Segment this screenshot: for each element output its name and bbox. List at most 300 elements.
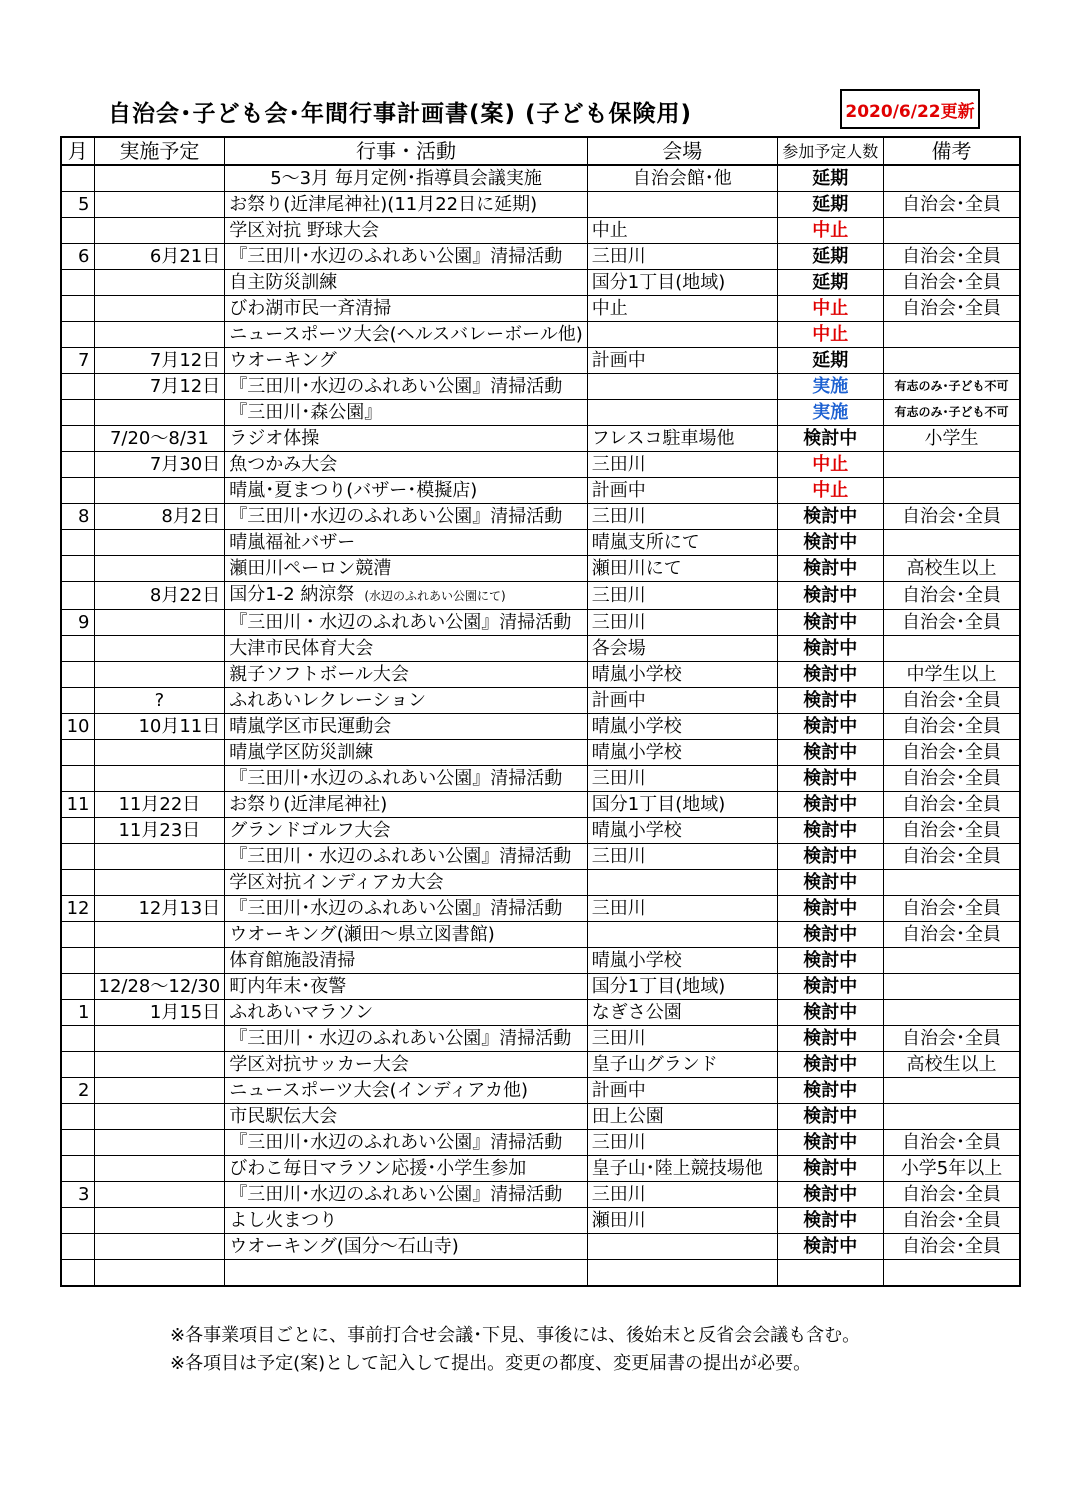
event-cell: ウオーキング(国分～石山寺) [225,1234,588,1260]
remarks-cell: 自治会･全員 [883,896,1020,922]
status-cell: 検討中 [777,688,883,714]
event-cell: 学区対抗 野球大会 [225,218,588,244]
venue-cell [587,400,777,426]
remarks-cell: 小学生 [883,426,1020,452]
date-cell [94,192,225,218]
remarks-cell: 自治会･全員 [883,1026,1020,1052]
event-cell: 『三田川･水辺のふれあい公園』清掃活動 [225,244,588,270]
remarks-cell: 高校生以上 [883,1052,1020,1078]
status-cell: 検討中 [777,922,883,948]
status-cell: 延期 [777,244,883,270]
status-cell: 検討中 [777,766,883,792]
month-cell [61,1260,94,1287]
event-cell: ラジオ体操 [225,426,588,452]
event-cell: 晴嵐･夏まつり(バザー･模擬店) [225,478,588,504]
date-cell: 7月12日 [94,348,225,374]
venue-cell [587,1234,777,1260]
table-row [61,818,1020,844]
status-cell: 検討中 [777,1078,883,1104]
table-row [61,948,1020,974]
status-cell: 検討中 [777,1182,883,1208]
date-cell [94,270,225,296]
date-cell [94,296,225,322]
venue-cell [587,374,777,400]
date-cell [94,870,225,896]
event-cell: 『三田川･水辺のふれあい公園』清掃活動 [225,504,588,530]
month-cell [61,1104,94,1130]
event-cell: ウオーキング(瀬田～県立図書館) [225,922,588,948]
remarks-cell [883,870,1020,896]
remarks-cell [883,218,1020,244]
month-cell: 7 [61,348,94,374]
month-cell [61,1156,94,1182]
status-cell: 検討中 [777,1052,883,1078]
date-cell [94,530,225,556]
date-cell [94,1078,225,1104]
table-row [61,165,1020,192]
event-cell: 市民駅伝大会 [225,1104,588,1130]
month-cell: 12 [61,896,94,922]
table-row [61,218,1020,244]
status-cell: 検討中 [777,896,883,922]
venue-cell: 三田川 [587,896,777,922]
date-cell [94,1234,225,1260]
event-note: (水辺のふれあい公園にて) [364,589,506,603]
status-cell: 検討中 [777,610,883,636]
event-cell: びわこ毎日マラソン応援･小学生参加 [225,1156,588,1182]
status-cell: 検討中 [777,1026,883,1052]
remarks-cell: 自治会･全員 [883,688,1020,714]
event-cell: 晴嵐福祉バザー [225,530,588,556]
venue-cell [587,870,777,896]
remarks-cell [883,974,1020,1000]
table-row [61,1026,1020,1052]
date-cell [94,1208,225,1234]
month-cell [61,322,94,348]
venue-cell: フレスコ駐車場他 [587,426,777,452]
status-cell: 延期 [777,192,883,218]
remarks-cell: 自治会･全員 [883,792,1020,818]
status-cell: 検討中 [777,1208,883,1234]
remarks-cell [883,636,1020,662]
date-cell [94,1052,225,1078]
status-cell: 検討中 [777,1156,883,1182]
event-cell: 『三田川･水辺のふれあい公園』清掃活動 [225,766,588,792]
remarks-cell: 自治会･全員 [883,296,1020,322]
month-cell [61,400,94,426]
venue-cell: 三田川 [587,1182,777,1208]
status-cell: 中止 [777,452,883,478]
event-cell: 町内年末･夜警 [225,974,588,1000]
table-row [61,714,1020,740]
event-plan-table [60,136,1021,1287]
venue-cell: 三田川 [587,582,777,610]
date-cell: ? [94,688,225,714]
date-cell [94,165,225,192]
footnote-2: ※各項目は予定(案)として記入して提出。変更の都度、変更届書の提出が必要。 [170,1353,812,1374]
date-cell [94,1026,225,1052]
venue-cell: 各会場 [587,636,777,662]
month-cell [61,530,94,556]
event-cell: 学区対抗インディアカ大会 [225,870,588,896]
status-cell: 検討中 [777,844,883,870]
remarks-cell: 自治会･全員 [883,1208,1020,1234]
month-cell [61,1130,94,1156]
venue-cell: 三田川 [587,1130,777,1156]
remarks-cell: 自治会･全員 [883,818,1020,844]
date-cell [94,1182,225,1208]
table-row [61,1260,1020,1287]
month-cell [61,426,94,452]
venue-cell: 瀬田川 [587,1208,777,1234]
month-cell [61,948,94,974]
remarks-cell: 自治会･全員 [883,1130,1020,1156]
table-row [61,452,1020,478]
date-cell [94,740,225,766]
document-title: 自治会･子ども会･年間行事計画書(案) (子ども保険用) [108,101,693,127]
remarks-cell [883,348,1020,374]
event-cell: びわ湖市民一斉清掃 [225,296,588,322]
date-cell [94,662,225,688]
month-cell [61,478,94,504]
table-row [61,296,1020,322]
venue-cell: 自治会館･他 [587,165,777,192]
month-cell [61,740,94,766]
month-cell: 1 [61,1000,94,1026]
date-cell: 12/28～12/30 [94,974,225,1000]
footnotes [170,1322,860,1378]
table-row [61,844,1020,870]
month-cell: 2 [61,1078,94,1104]
event-cell: 学区対抗サッカー大会 [225,1052,588,1078]
date-cell [94,322,225,348]
remarks-cell: 中学生以上 [883,662,1020,688]
table-row [61,1104,1020,1130]
event-cell [225,582,588,610]
month-cell: 9 [61,610,94,636]
status-cell: 実施 [777,400,883,426]
status-cell: 検討中 [777,530,883,556]
status-cell: 検討中 [777,1234,883,1260]
table-row [61,766,1020,792]
status-cell: 検討中 [777,948,883,974]
month-cell [61,974,94,1000]
venue-cell: 晴嵐支所にて [587,530,777,556]
date-cell [94,766,225,792]
venue-cell: 皇子山グランド [587,1052,777,1078]
status-cell: 検討中 [777,1000,883,1026]
table-row [61,504,1020,530]
month-cell [61,296,94,322]
table-row [61,792,1020,818]
status-cell: 検討中 [777,714,883,740]
date-cell: 7/20～8/31 [94,426,225,452]
header-date: 実施予定 [94,137,225,165]
date-cell [94,636,225,662]
status-cell: 検討中 [777,818,883,844]
month-cell: 10 [61,714,94,740]
month-cell: 6 [61,244,94,270]
event-cell: 親子ソフトボール大会 [225,662,588,688]
venue-cell: 計画中 [587,348,777,374]
venue-cell: 中止 [587,218,777,244]
venue-cell: 田上公園 [587,1104,777,1130]
table-row [61,1156,1020,1182]
table-row [61,192,1020,218]
status-cell: 検討中 [777,792,883,818]
event-cell: お祭り(近津尾神社)(11月22日に延期) [225,192,588,218]
venue-cell: 国分1丁目(地域) [587,270,777,296]
venue-cell: 三田川 [587,452,777,478]
status-cell: 中止 [777,322,883,348]
header-participants: 参加予定人数 [777,137,883,165]
event-cell: 魚つかみ大会 [225,452,588,478]
event-cell: 『三田川･水辺のふれあい公園』清掃活動 [225,896,588,922]
event-cell: 『三田川･森公園』 [225,400,588,426]
header-venue: 会場 [587,137,777,165]
venue-cell: 三田川 [587,244,777,270]
status-cell: 検討中 [777,504,883,530]
table-row [61,974,1020,1000]
event-cell: 晴嵐学区防災訓練 [225,740,588,766]
month-cell [61,818,94,844]
venue-cell [587,322,777,348]
table-row [61,922,1020,948]
month-cell [61,165,94,192]
month-cell [61,1208,94,1234]
status-cell: 検討中 [777,662,883,688]
date-cell [94,1156,225,1182]
venue-cell: 晴嵐小学校 [587,662,777,688]
date-cell [94,844,225,870]
date-cell [94,948,225,974]
venue-cell [587,1260,777,1287]
month-cell [61,270,94,296]
status-cell: 実施 [777,374,883,400]
event-cell: 『三田川・水辺のふれあい公園』清掃活動 [225,1026,588,1052]
status-cell: 検討中 [777,974,883,1000]
month-cell [61,870,94,896]
date-cell [94,1104,225,1130]
date-cell [94,400,225,426]
table-row [61,478,1020,504]
date-cell [94,1130,225,1156]
venue-cell: 計画中 [587,688,777,714]
table-row [61,896,1020,922]
month-cell [61,556,94,582]
header-month: 月 [61,137,94,165]
table-row [61,530,1020,556]
status-cell: 検討中 [777,870,883,896]
status-cell: 検討中 [777,636,883,662]
event-text: 国分1-2 納涼祭 [229,584,355,605]
remarks-cell: 自治会･全員 [883,1182,1020,1208]
date-cell: 10月11日 [94,714,225,740]
event-cell: ふれあいマラソン [225,1000,588,1026]
month-cell: 11 [61,792,94,818]
header-remarks: 備考 [883,137,1020,165]
event-cell: 『三田川･水辺のふれあい公園』清掃活動 [225,374,588,400]
event-cell: ニュースポーツ大会(インディアカ他) [225,1078,588,1104]
remarks-cell: 自治会･全員 [883,610,1020,636]
remarks-cell: 高校生以上 [883,556,1020,582]
table-row [61,610,1020,636]
remarks-cell: 自治会･全員 [883,922,1020,948]
venue-cell: 瀬田川にて [587,556,777,582]
venue-cell [587,192,777,218]
event-cell: ウオーキング [225,348,588,374]
table-row [61,322,1020,348]
remarks-cell [883,165,1020,192]
status-cell: 検討中 [777,740,883,766]
month-cell [61,1234,94,1260]
table-row [61,374,1020,400]
month-cell [61,218,94,244]
event-cell: グランドゴルフ大会 [225,818,588,844]
remarks-cell [883,1104,1020,1130]
month-cell [61,1026,94,1052]
venue-cell: 計画中 [587,1078,777,1104]
venue-cell: 中止 [587,296,777,322]
venue-cell: 三田川 [587,766,777,792]
remarks-cell [883,1000,1020,1026]
date-cell [94,610,225,636]
month-cell [61,662,94,688]
event-cell: 『三田川･水辺のふれあい公園』清掃活動 [225,1182,588,1208]
date-cell: 12月13日 [94,896,225,922]
venue-cell: 計画中 [587,478,777,504]
venue-cell: 晴嵐小学校 [587,714,777,740]
venue-cell: 国分1丁目(地域) [587,974,777,1000]
table-row [61,740,1020,766]
remarks-cell: 自治会･全員 [883,844,1020,870]
venue-cell: 晴嵐小学校 [587,818,777,844]
table-row [61,1078,1020,1104]
date-cell: 11月22日 [94,792,225,818]
month-cell: 8 [61,504,94,530]
month-cell [61,636,94,662]
table-row [61,582,1020,610]
venue-cell: 皇子山･陸上競技場他 [587,1156,777,1182]
event-cell: 体育館施設清掃 [225,948,588,974]
date-cell: 8月2日 [94,504,225,530]
remarks-cell [883,1260,1020,1287]
table-row [61,426,1020,452]
remarks-cell: 自治会･全員 [883,766,1020,792]
event-cell: お祭り(近津尾神社) [225,792,588,818]
table-row [61,688,1020,714]
updated-date-badge: 2020/6/22更新 [840,89,980,129]
date-cell [94,478,225,504]
venue-cell: 三田川 [587,844,777,870]
status-cell: 検討中 [777,1130,883,1156]
date-cell: 1月15日 [94,1000,225,1026]
footnote-1: ※各事業項目ごとに、事前打合せ会議･下見、事後には、後始末と反省会会議も含む。 [170,1325,861,1346]
table-row [61,348,1020,374]
event-cell: 『三田川･水辺のふれあい公園』清掃活動 [225,1130,588,1156]
status-cell: 延期 [777,270,883,296]
event-cell: ニュースポーツ大会(ヘルスバレーボール他) [225,322,588,348]
status-cell: 検討中 [777,1104,883,1130]
table-row [61,1208,1020,1234]
status-cell: 中止 [777,218,883,244]
event-cell: よし火まつり [225,1208,588,1234]
remarks-cell: 自治会･全員 [883,582,1020,610]
date-cell [94,922,225,948]
event-cell: 『三田川・水辺のふれあい公園』清掃活動 [225,844,588,870]
status-cell: 中止 [777,296,883,322]
venue-cell [587,922,777,948]
remarks-cell: 自治会･全員 [883,192,1020,218]
event-cell: 5～3月 毎月定例･指導員会議実施 [225,165,588,192]
event-cell: ふれあいレクレーション [225,688,588,714]
date-cell: 11月23日 [94,818,225,844]
table-row [61,270,1020,296]
date-cell [94,218,225,244]
month-cell: 5 [61,192,94,218]
remarks-cell [883,322,1020,348]
event-cell: 『三田川・水辺のふれあい公園』清掃活動 [225,610,588,636]
remarks-cell: 自治会･全員 [883,244,1020,270]
table-row [61,1130,1020,1156]
date-cell [94,556,225,582]
status-cell: 延期 [777,348,883,374]
table-row [61,870,1020,896]
remarks-cell: 自治会･全員 [883,740,1020,766]
event-cell: 大津市民体育大会 [225,636,588,662]
venue-cell: 三田川 [587,1026,777,1052]
date-cell: 7月30日 [94,452,225,478]
event-cell: 瀬田川ペーロン競漕 [225,556,588,582]
month-cell [61,1052,94,1078]
status-cell: 検討中 [777,556,883,582]
status-cell: 延期 [777,165,883,192]
month-cell [61,688,94,714]
venue-cell: 晴嵐小学校 [587,740,777,766]
date-cell: 7月12日 [94,374,225,400]
month-cell [61,452,94,478]
month-cell [61,922,94,948]
venue-cell: なぎさ公園 [587,1000,777,1026]
month-cell [61,766,94,792]
status-cell [777,1260,883,1287]
month-cell [61,844,94,870]
remarks-cell [883,948,1020,974]
venue-cell: 晴嵐小学校 [587,948,777,974]
remarks-cell: 有志のみ･子ども不可 [883,400,1020,426]
date-cell [94,1260,225,1287]
table-row [61,1234,1020,1260]
date-cell: 6月21日 [94,244,225,270]
remarks-cell: 自治会･全員 [883,270,1020,296]
venue-cell: 国分1丁目(地域) [587,792,777,818]
remarks-cell [883,1078,1020,1104]
event-cell: 晴嵐学区市民運動会 [225,714,588,740]
remarks-cell [883,530,1020,556]
event-cell [225,1260,588,1287]
table-row [61,636,1020,662]
venue-cell: 三田川 [587,610,777,636]
remarks-cell: 自治会･全員 [883,1234,1020,1260]
status-cell: 検討中 [777,426,883,452]
month-cell: 3 [61,1182,94,1208]
remarks-cell: 自治会･全員 [883,504,1020,530]
event-cell: 自主防災訓練 [225,270,588,296]
table-row [61,662,1020,688]
table-row [61,1052,1020,1078]
venue-cell: 三田川 [587,504,777,530]
header-event: 行事・活動 [225,137,588,165]
